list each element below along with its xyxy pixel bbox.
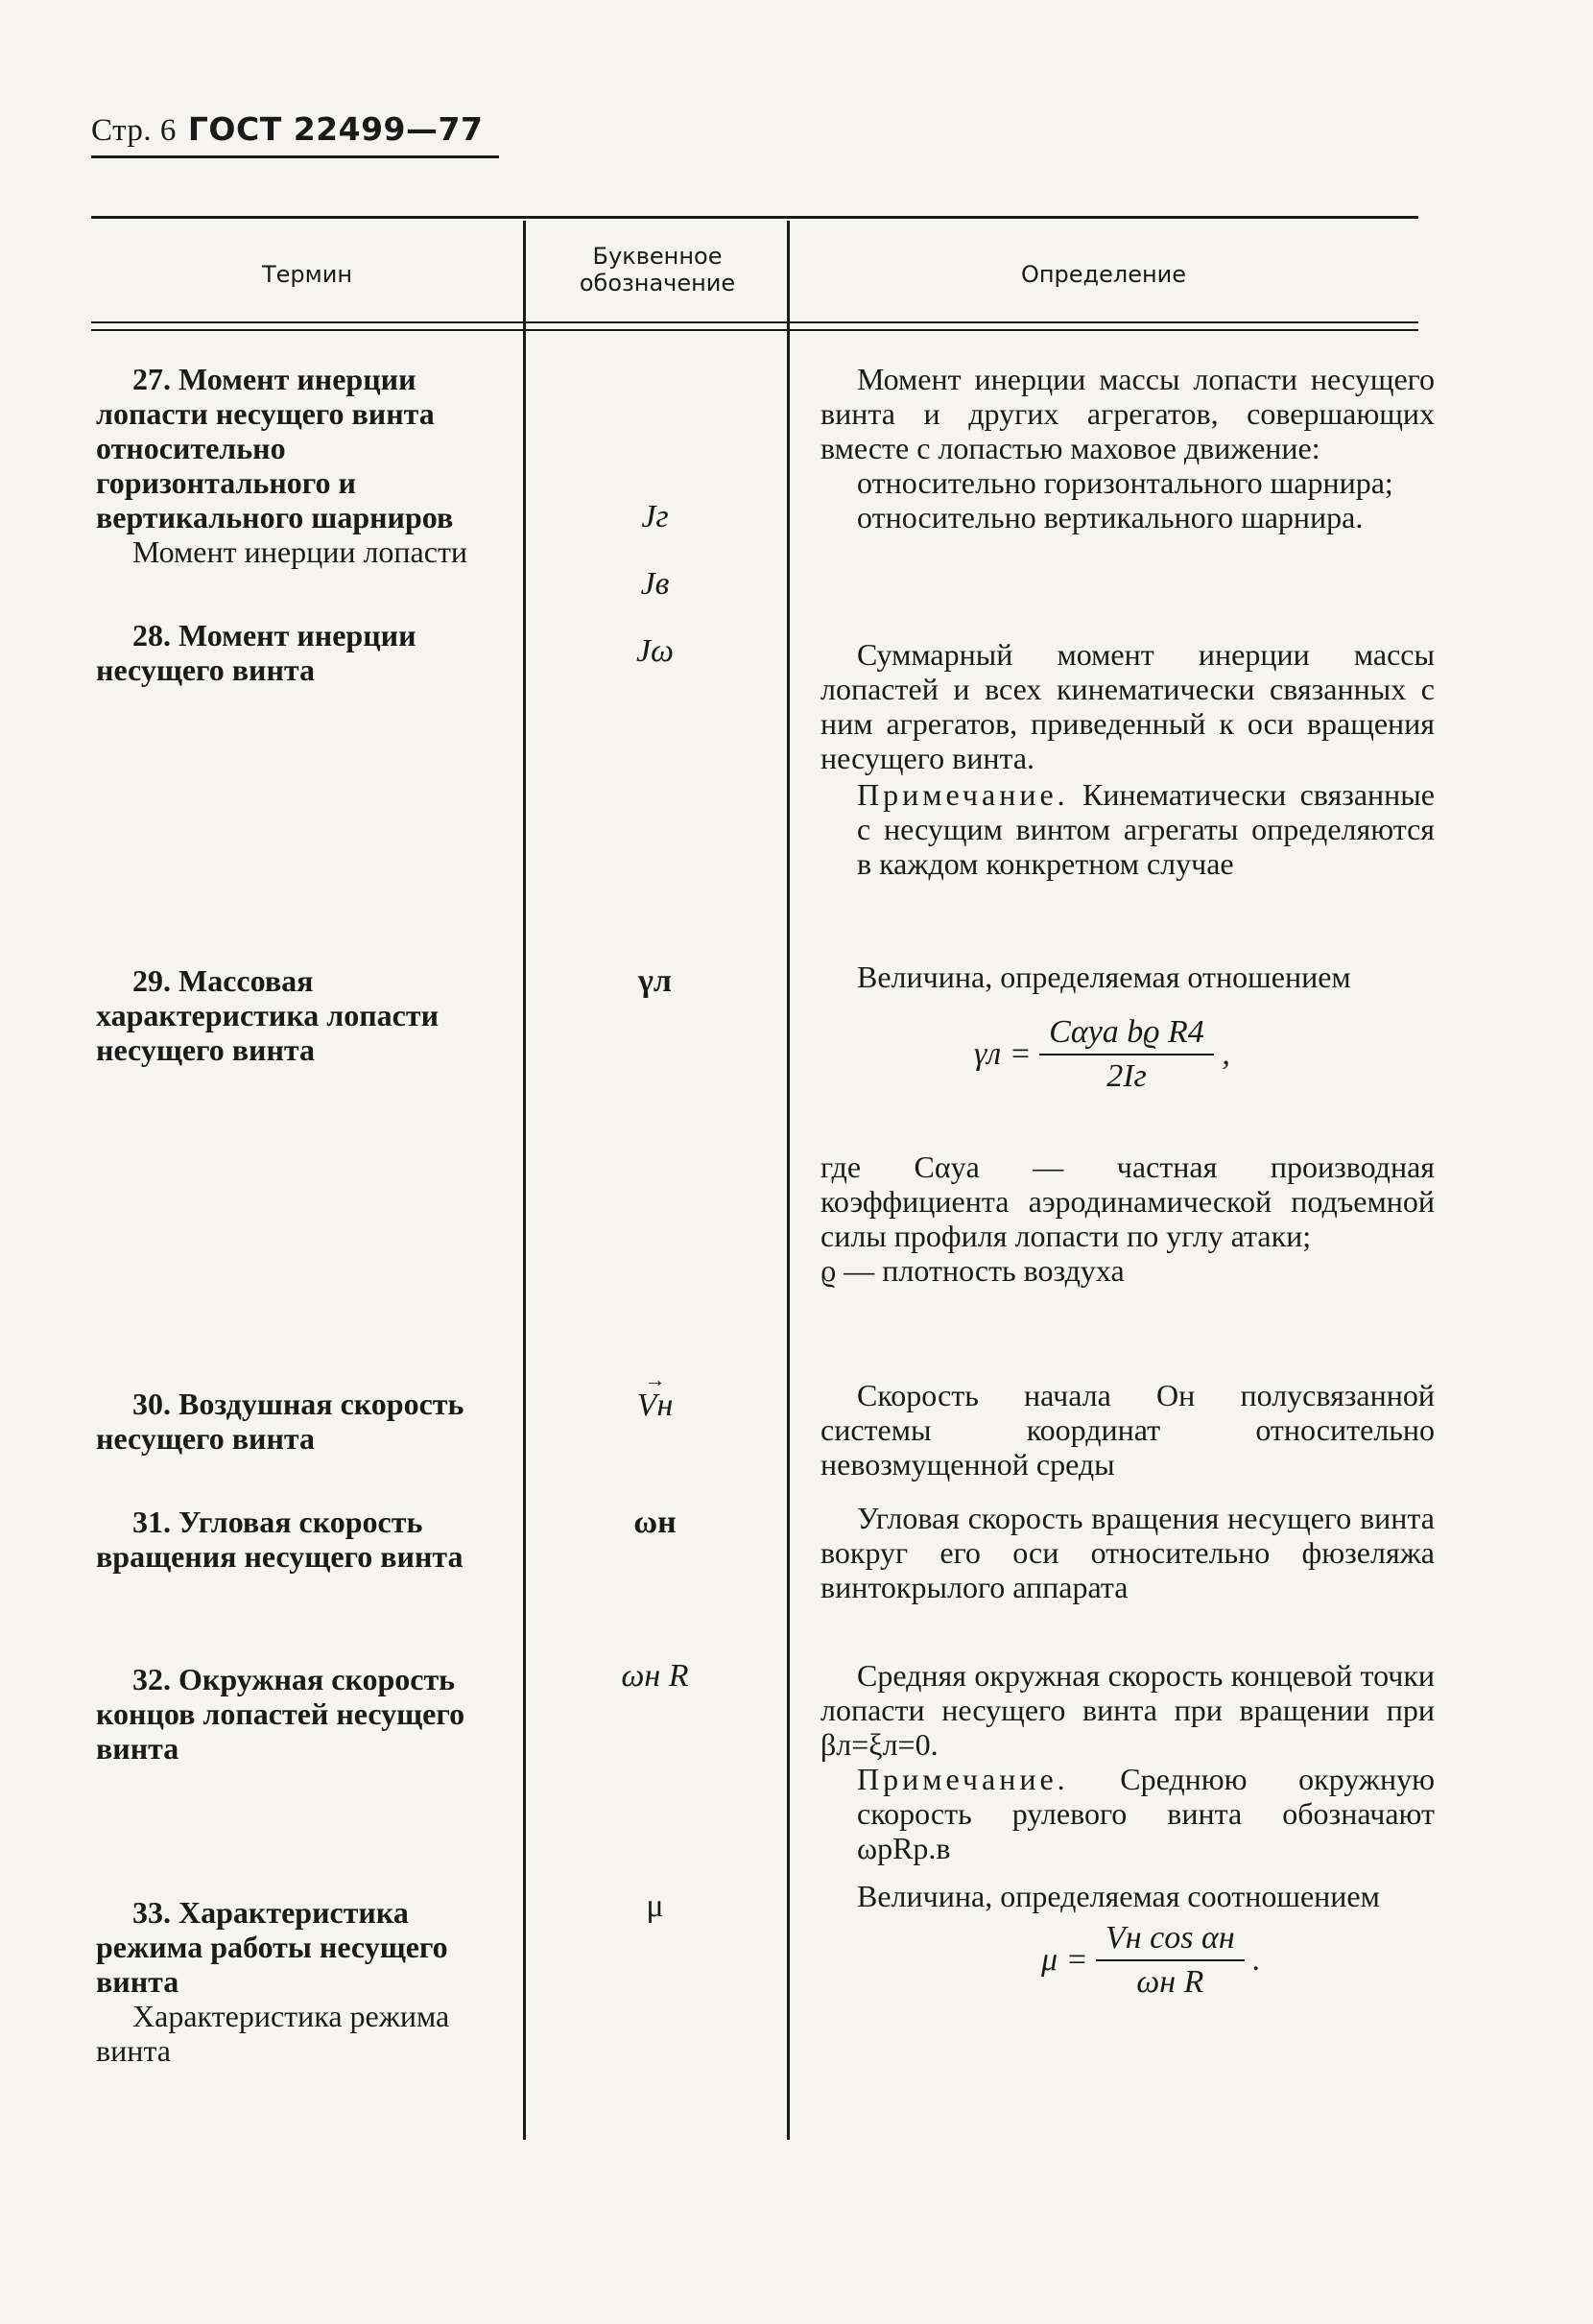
entry-27-symbol-a: Jг (641, 499, 669, 534)
formula-mu (1041, 1921, 1435, 2000)
column-divider-2 (787, 221, 790, 2140)
formula-denominator: 2Iг (1106, 1058, 1147, 1094)
definition-text: Величина, определяемая соотношением (857, 1879, 1380, 1913)
col-header-symbol-line1: Буквенное (592, 243, 723, 270)
term-text: 27. Момент инерции лопасти несущего винта относительно горизонтального и вертикального шарниров (96, 362, 454, 534)
note-text: Кинематически связанные с несущим винтом агрегаты определяются в каждом конкретном случае (857, 777, 1436, 881)
term-text: 33. Характеристика режима работы несущего винта (96, 1895, 448, 1999)
page-header (91, 110, 483, 149)
note-text: Среднюю окружную скорость рулевого винта обозначают ωрRр.в (857, 1762, 1436, 1865)
entry-27-definition (820, 362, 1435, 534)
symbol-text: Vн (636, 1387, 674, 1423)
note-label: Примечание. (857, 1762, 1069, 1796)
entry-31-definition (820, 1501, 1435, 1604)
definition-text: Скорость начала Oн полусвязанной системы координат относительно невозмущенной среды (820, 1378, 1435, 1482)
entry-30-definition (820, 1378, 1435, 1482)
entry-32-symbol: ωн R (621, 1658, 689, 1694)
entry-29-symbol: γл (638, 963, 672, 999)
note (820, 777, 1435, 881)
entry-33-symbol: μ (646, 1888, 664, 1924)
entry-31-term (96, 1505, 504, 1574)
definition-text: Момент инерции массы лопасти несущего винта и других агрегатов, совершающих вместе с лопастью маховое движение: (820, 362, 1435, 465)
col-header-symbol-line2: обозначение (579, 270, 736, 296)
note-label: Примечание. (857, 777, 1069, 812)
table-top-rule (91, 216, 1418, 219)
where-2: ϱ — плотность воздуха (820, 1253, 1125, 1288)
entry-31-symbol: ωн (633, 1505, 677, 1540)
formula-lhs: μ = (1041, 1942, 1088, 1978)
formula-lhs: γл = (974, 1036, 1032, 1072)
term-text: 30. Воздушная скорость несущего винта (96, 1387, 464, 1456)
entry-28-symbol: Jω (635, 633, 675, 669)
formula-fraction (1096, 1921, 1245, 2000)
entry-28-definition (820, 637, 1435, 881)
definition-text: Средняя окружная скорость концевой точки лопасти несущего винта при вращении при βл=ξл=0. (820, 1658, 1435, 1762)
formula-gamma (974, 1015, 1435, 1130)
vector-arrow-icon: → (644, 1367, 666, 1391)
entry-27-term (96, 362, 504, 569)
entry-33-definition (820, 1879, 1435, 2000)
term-text: 28. Момент инерции несущего винта (96, 618, 416, 687)
definition-text: Угловая скорость вращения несущего винта вокруг его оси относительно фюзеляжа винтокрылого аппарата (820, 1501, 1435, 1604)
formula-tail: . (1252, 1942, 1261, 1978)
note (820, 1762, 1435, 1865)
col-header-term: Термин (261, 261, 353, 288)
formula-numerator: Cαya bϱ R4 (1039, 1015, 1214, 1055)
definition-text: Величина, определяемая отношением (857, 960, 1351, 994)
entry-33-term (96, 1895, 504, 2068)
formula-tail: , (1222, 1036, 1230, 1072)
alt-term: Момент инерции лопасти (132, 534, 468, 569)
formula-denominator: ωн R (1136, 1964, 1204, 2000)
term-text: 31. Угловая скорость вращения несущего винта (96, 1505, 464, 1574)
term-text: 32. Окружная скорость концов лопастей несущего винта (96, 1662, 465, 1766)
definition-a: относительно горизонтального шарнира; (857, 465, 1393, 500)
header-underline (91, 155, 499, 158)
formula-numerator: Vн cos αн (1096, 1921, 1245, 1961)
table-head-rule-2 (91, 329, 1418, 331)
formula-fraction (1039, 1015, 1214, 1094)
definition-b: относительно вертикального шарнира. (857, 500, 1364, 534)
entry-30-symbol (537, 1367, 773, 1424)
col-header-symbol (528, 243, 787, 296)
alt-term: Характеристика режима винта (96, 1999, 450, 2068)
entry-30-term (96, 1387, 504, 1456)
entry-29-definition (820, 960, 1435, 1288)
definition-text: Суммарный момент инерции массы лопастей и всех кинематически связанных с ним агрегатов, приведенный к оси вращения несущего винта. (820, 637, 1435, 775)
entry-29-term (96, 963, 504, 1067)
column-divider-1 (523, 221, 526, 2140)
col-header-definition: Определение (1020, 261, 1187, 288)
entry-32-term (96, 1662, 504, 1766)
page-number: Стр. 6 (91, 113, 177, 148)
entry-28-term (96, 618, 504, 687)
table-head-rule-1 (91, 321, 1418, 323)
entry-27-symbol-b: Jв (640, 566, 670, 602)
entry-32-definition (820, 1658, 1435, 1865)
where-1: где Cαya — частная производная коэффициента аэродинамической подъемной силы профиля лопасти по углу атаки; (820, 1150, 1435, 1253)
standard-title: ГОСТ 22499—77 (187, 110, 484, 148)
term-text: 29. Массовая характеристика лопасти несущего винта (96, 963, 440, 1067)
